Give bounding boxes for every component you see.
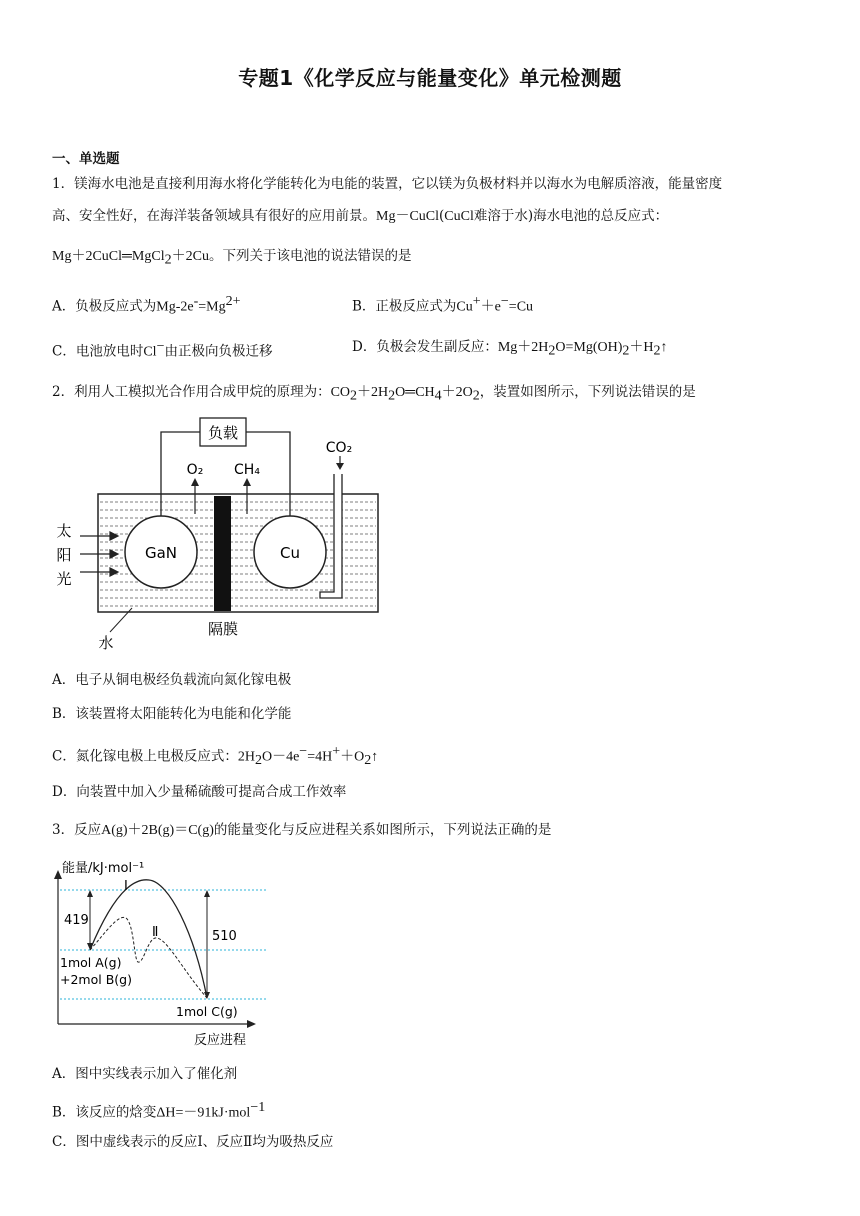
page-title: 专题1《化学反应与能量变化》单元检测题 <box>238 66 622 90</box>
q2-stem: 2．利用人工模拟光合作用合成甲烷的原理为：$CO_2+2H_2O═CH_4+2O_2$，装置如图所示，下列说法错误的是 <box>52 384 696 404</box>
membrane-label: 隔膜 <box>207 620 239 638</box>
co2-label: CO₂ <box>325 440 353 456</box>
q1-stem-line1: 1．镁海水电池是直接利用海水将化学能转化为电能的装置，它以镁为负极材料并以海水为电解质溶液，能量密度 <box>52 176 723 192</box>
sun-label-2: 阳 <box>56 546 72 564</box>
reactant-label-1: 1mol A(g) <box>60 955 122 970</box>
sun-label-3: 光 <box>56 570 72 588</box>
energy-diagram <box>44 852 274 1052</box>
reactant-label-2: +2mol B(g) <box>60 972 132 987</box>
q1-option-d[interactable]: D．负极会发生副反应：$Mg+2H_2O=Mg(OH)_2+H_2↑$ <box>352 339 668 359</box>
gan-label: GaN <box>144 544 178 562</box>
q3-option-c[interactable]: C．图中虚线表示的反应Ⅰ、反应Ⅱ均为吸热反应 <box>52 1134 334 1150</box>
x-axis-label: 反应进程 <box>193 1033 247 1048</box>
q1-stem-line3: Mg＋2CuCl═MgCl$_2$＋2Cu。下列关于该电池的说法错误的是 <box>52 248 412 268</box>
q2-option-b[interactable]: B．该装置将太阳能转化为电能和化学能 <box>52 706 292 722</box>
reaction-i-label: Ⅰ <box>124 879 128 894</box>
reaction-ii-label: Ⅱ <box>152 925 159 940</box>
q2-option-a[interactable]: A．电子从铜电极经负载流向氮化镓电极 <box>52 672 292 688</box>
sun-label-1: 太 <box>56 522 72 540</box>
load-label: 负载 <box>207 424 239 442</box>
ch4-label: CH₄ <box>234 462 260 478</box>
section-heading: 一、单选题 <box>52 151 120 167</box>
membrane <box>214 496 231 611</box>
value-510: 510 <box>212 929 237 944</box>
o2-label: O₂ <box>186 462 204 478</box>
q2-option-d[interactable]: D．向装置中加入少量稀硫酸可提高合成工作效率 <box>52 784 347 800</box>
q1-stem-line2: 高、安全性好，在海洋装备领域具有很好的应用前景。Mg－CuCl(CuCl难溶于水)海水电池的总反应式： <box>52 208 669 224</box>
q1-option-a[interactable]: A．负极反应式为$Mg-2e^-=Mg^{2+}$ <box>52 294 241 315</box>
q2-option-c[interactable]: C．氮化镓电极上电极反应式：$2H_2O-4e^-=4H^++O_2↑$ <box>52 744 379 769</box>
q1-option-c[interactable]: C．电池放电时Cl−由正极向负极迁移 <box>52 339 273 360</box>
cu-label: Cu <box>280 544 300 562</box>
y-axis-label: 能量/kJ·mol⁻¹ <box>62 861 145 876</box>
product-label: 1mol C(g) <box>176 1004 238 1019</box>
q3-option-a[interactable]: A．图中实线表示加入了催化剂 <box>52 1066 238 1082</box>
water-label: 水 <box>98 634 114 652</box>
electrolysis-diagram <box>50 412 390 652</box>
q1-option-b[interactable]: B．正极反应式为Cu+＋e−=Cu <box>352 294 534 315</box>
q3-stem: 3．反应A(g)＋2B(g)＝C(g)的能量变化与反应进程关系如图所示，下列说法正确的是 <box>52 822 552 838</box>
q3-option-b[interactable]: B．该反应的焓变ΔH=－91kJ·mol$^{-1}$ <box>52 1100 266 1121</box>
value-419: 419 <box>64 913 89 928</box>
